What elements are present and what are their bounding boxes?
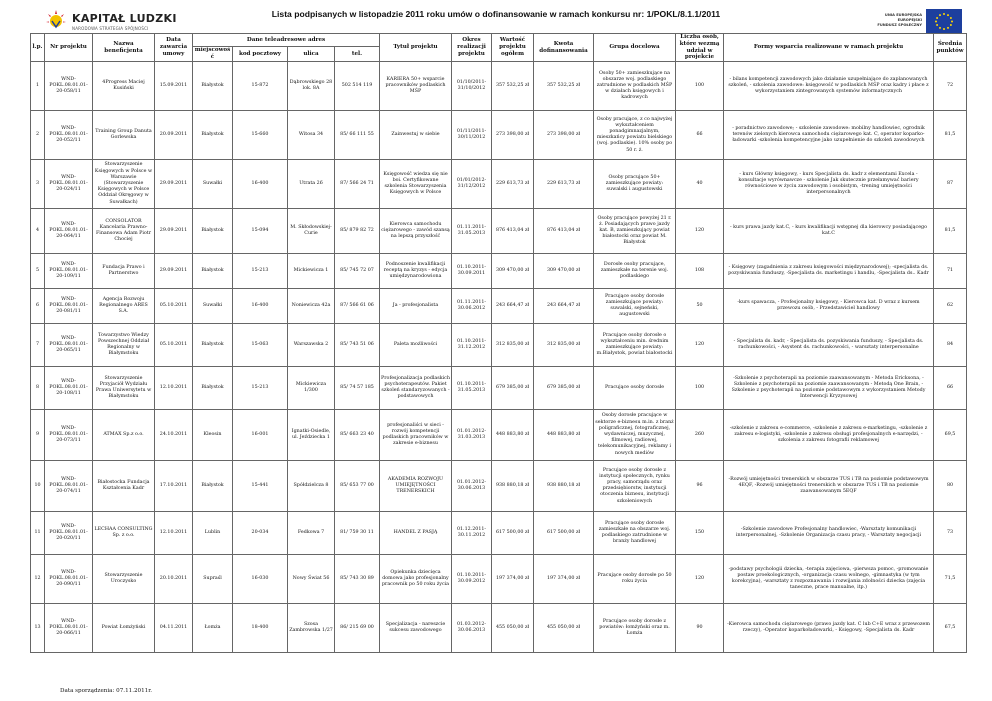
participant-count: 50 <box>676 289 724 324</box>
beneficiary-name: 4Progress Maciej Kusiński <box>93 62 155 111</box>
page-title: Lista podpisanych w listopadzie 2011 roku umów o dofinansowanie w ramach konkursu nr: 1/POKL/8.1.1/2011 <box>271 9 721 19</box>
project-value: 273 398,00 zł <box>492 111 534 160</box>
postcode: 16-400 <box>233 289 288 324</box>
col-header-postcode: kod pocztowy <box>233 47 288 62</box>
project-period: 01.01.2012-31.03.2013 <box>452 410 492 461</box>
participant-count: 108 <box>676 254 724 289</box>
street: Spółdzielcza 8 <box>288 461 335 512</box>
postcode: 18-400 <box>233 604 288 653</box>
col-header-beneficiary: Nazwa beneficjenta <box>93 34 155 62</box>
project-title: Profesjonalizacja podlaskich psychoterapeutów. Pakiet szkoleń standaryzowanych - podstawowych <box>380 367 452 410</box>
funding-amount: 309 470,00 zł <box>534 254 594 289</box>
beneficiary-name: Powiat Łomżyński <box>93 604 155 653</box>
city: Białystok <box>193 367 233 410</box>
project-number: WND-POKL.08.01.01-20-090/11 <box>45 555 93 604</box>
participant-count: 120 <box>676 209 724 254</box>
street: Noniewicza 42a <box>288 289 335 324</box>
project-number: WND-POKL.08.01.01-20-081/11 <box>45 289 93 324</box>
contract-date: 29.09.2011 <box>155 160 193 209</box>
row-number: 3 <box>31 160 45 209</box>
project-value: 312 835,00 zł <box>492 324 534 367</box>
beneficiary-name: LECHAA CONSULTING Sp. z o.o. <box>93 512 155 555</box>
project-number: WND-POKL.08.01.01-20-074/11 <box>45 461 93 512</box>
phone: 85/ 74 57 185 <box>335 367 380 410</box>
target-group: Osoby pracujące powyżej 21 r. ż. Posiadających prawo jazdy kat. B, zamieszkujący powiat białostocki oraz powiat M. Białystok <box>594 209 676 254</box>
project-title: Specjalizacja - nareszcie sukcesu zawodowego <box>380 604 452 653</box>
col-header-nr: Nr projektu <box>45 34 93 62</box>
average-points: 84 <box>934 324 967 367</box>
phone: 85/ 663 23 40 <box>335 410 380 461</box>
support-forms: -Kierowca samochodu ciężarowego (prawo jazdy kat. C lub C+E wraz z przewozem rzeczy), -Operator koparkoładowarki, - Księgowy, -Specjalista ds. Kadr <box>724 604 934 653</box>
col-header-funding: Kwota dofinansowania <box>534 34 594 62</box>
funding-amount: 876 413,04 zł <box>534 209 594 254</box>
row-number: 7 <box>31 324 45 367</box>
target-group: Osoby dorosłe pracujące w sektorze e-biznesu m.in. z branż poligraficznej, fotograficznej, wydawniczej, muzycznej, filmowej, radiowej, telekomunikacyjnej, reklamy i nowych mediów <box>594 410 676 461</box>
row-number: 13 <box>31 604 45 653</box>
target-group: Pracujące osoby dorosłe zamieszkałe na obszarze woj. podlaskiego zatrudnione w branży handlowej <box>594 512 676 555</box>
row-number: 11 <box>31 512 45 555</box>
beneficiary-name: Towarzystwo Wiedzy Powszechnej Oddział Regionalny w Białymstoku <box>93 324 155 367</box>
table-row <box>31 62 967 111</box>
project-number: WND-POKL.08.01.01-20-073/11 <box>45 410 93 461</box>
project-number: WND-POKL.08.01.01-20-109/11 <box>45 254 93 289</box>
participant-count: 150 <box>676 512 724 555</box>
support-forms: -kurs spawacza, - Profesjonalny księgowy, - Kierowca kat. D wraz z kursem przewozu osób, - Przedstawiciel handlowy <box>724 289 934 324</box>
project-value: 357 532,25 zł <box>492 62 534 111</box>
phone: 87/ 566 24 71 <box>335 160 380 209</box>
target-group: Dorosłe osoby pracujące, zamieszkałe na terenie woj. podlaskiego <box>594 254 676 289</box>
col-header-date: Data zawarcia umowy <box>155 34 193 62</box>
average-points: 81,5 <box>934 209 967 254</box>
beneficiary-name: Fundacja Prawo i Partnerstwo <box>93 254 155 289</box>
eu-logo-text: UNIA EUROPEJSKA EUROPEJSKI FUNDUSZ SPOŁECZNY <box>877 13 922 27</box>
project-title: Paleta możliwości <box>380 324 452 367</box>
support-forms: - Księgowy (zagadnienia z zakresu księgowości międzynarodowej); -specjalista ds. pozyskiwania funduszy, -Specjalista ds. marketingu i handlu, -Specjalista ds.. Kadr <box>724 254 934 289</box>
project-title: profesjonaliści w sieci - rozwój kompetencji podlaskich pracowników w zakresie e-biznesu <box>380 410 452 461</box>
col-header-street: ulica <box>288 47 335 62</box>
street: Utrata 26 <box>288 160 335 209</box>
contract-date: 20.10.2011 <box>155 555 193 604</box>
project-value: 243 664,47 zł <box>492 289 534 324</box>
contracts-table <box>30 33 967 653</box>
phone: 87/ 566 61 06 <box>335 289 380 324</box>
col-header-lp: l.p. <box>31 34 45 62</box>
participant-count: 40 <box>676 160 724 209</box>
average-points: 69,5 <box>934 410 967 461</box>
funding-amount: 448 883,80 zł <box>534 410 594 461</box>
street: Mickiewicza 1/300 <box>288 367 335 410</box>
beneficiary-name: Stowarzyszenie Przyjaciół Wydziału Prawa Uniwersytetu w Białymstoku <box>93 367 155 410</box>
street: Warszawska 2 <box>288 324 335 367</box>
project-title: Księgowość wiedza się nie boi. Certyfikowane szkolenia Stowarzyszenia Księgowych w Polsce <box>380 160 452 209</box>
target-group: Osoby pracujące 50+ zamieszkujące powiaty: suwalski i augustowski <box>594 160 676 209</box>
street: Ignatki-Osiedle, ul. Jeździecka 1 <box>288 410 335 461</box>
city: Suwałki <box>193 289 233 324</box>
project-period: 01/01/2012-31/12/2012 <box>452 160 492 209</box>
project-period: 01.12.2011-30.11.2012 <box>452 512 492 555</box>
contract-date: 20.09.2011 <box>155 111 193 160</box>
city: Białystok <box>193 111 233 160</box>
average-points: 62 <box>934 289 967 324</box>
postcode: 16-030 <box>233 555 288 604</box>
average-points: 81,5 <box>934 111 967 160</box>
project-number: WND-POKL.08.01.01-20-065/11 <box>45 324 93 367</box>
participant-count: 260 <box>676 410 724 461</box>
average-points: 67,5 <box>934 604 967 653</box>
support-forms: - kurs Główny księgowy, - kurs Specjalista ds. kadr z elementami Excela - konsultacje wyrównawcze - szkolenie Jak skutecznie przełamywać bariery równościowe w życiu zawodowym i osobistym, -trening umiejętności interpersonalnych <box>724 160 934 209</box>
beneficiary-name: CONSOLATOR Kancelaria Prawno-Finansowa Adam Piotr Chociej <box>93 209 155 254</box>
funding-amount: 229 613,73 zł <box>534 160 594 209</box>
beneficiary-name: Stowarzyszenie Uroczysko <box>93 555 155 604</box>
target-group: Osoby pracujące, z co najwyżej wykształceniem ponadgimnazjalnym, mieszkańcy powiatu bielskiego (woj. podlaskie). 10% osoby po 50 r. ż. <box>594 111 676 160</box>
funding-amount: 455 050,00 zł <box>534 604 594 653</box>
support-forms: -Szkolenie zawodowe Profesjonalny handlowiec, -Warsztaty komunikacji interpersonalnej, -Szkolenie Organizacja czasu pracy, - Warsztaty negocjacji <box>724 512 934 555</box>
table-row <box>31 254 967 289</box>
row-number: 2 <box>31 111 45 160</box>
table-row <box>31 461 967 512</box>
postcode: 16-001 <box>233 410 288 461</box>
col-header-title: Tytuł projektu <box>380 34 452 62</box>
average-points: 87 <box>934 160 967 209</box>
city: Białystok <box>193 62 233 111</box>
funding-amount: 197 374,00 zł <box>534 555 594 604</box>
project-title: Podnoszenie kwalifikacji receptą na kryzys - edycja umiędzynarodowiona <box>380 254 452 289</box>
average-points: 66 <box>934 367 967 410</box>
contract-date: 12.10.2011 <box>155 512 193 555</box>
beneficiary-name: Białostocka Fundacja Kształcenia Kadr <box>93 461 155 512</box>
postcode: 15-441 <box>233 461 288 512</box>
postcode: 15-872 <box>233 62 288 111</box>
project-period: 01.10.2011-31.12.2012 <box>452 324 492 367</box>
table-row <box>31 209 967 254</box>
project-period: 01.11.2011-30.06.2012 <box>452 289 492 324</box>
project-number: WND-POKL.08.01.01-20-020/11 <box>45 512 93 555</box>
phone: 85/ 745 72 07 <box>335 254 380 289</box>
postcode: 16-400 <box>233 160 288 209</box>
funding-amount: 312 835,00 zł <box>534 324 594 367</box>
participant-count: 66 <box>676 111 724 160</box>
contract-date: 05.10.2011 <box>155 289 193 324</box>
target-group: Pracujące osoby dorosłe o wykształceniu min. średnim zamieszkujące powiaty: m.Białystok, powiat białostocki <box>594 324 676 367</box>
postcode: 20-034 <box>233 512 288 555</box>
target-group: Pracujące osoby dorosłe <box>594 367 676 410</box>
table-row <box>31 111 967 160</box>
street: Szosa Zambrowska 1/27 <box>288 604 335 653</box>
project-period: 01.01.2012-30.06.2013 <box>452 461 492 512</box>
project-value: 876 413,04 zł <box>492 209 534 254</box>
street: Nowy Świat 56 <box>288 555 335 604</box>
funding-amount: 617 500,00 zł <box>534 512 594 555</box>
postcode: 15-213 <box>233 254 288 289</box>
table-header-row <box>31 34 967 47</box>
row-number: 5 <box>31 254 45 289</box>
row-number: 4 <box>31 209 45 254</box>
contract-date: 29.09.2011 <box>155 209 193 254</box>
project-number: WND-POKL.08.01.01-20-052/11 <box>45 111 93 160</box>
contract-date: 29.09.2011 <box>155 254 193 289</box>
postcode: 15-213 <box>233 367 288 410</box>
city: Białystok <box>193 461 233 512</box>
project-value: 455 050,00 zł <box>492 604 534 653</box>
project-period: 01.10.2011-31.05.2013 <box>452 367 492 410</box>
project-period: 01/11/2011-30/11/2012 <box>452 111 492 160</box>
col-header-period: Okres realizacji projektu <box>452 34 492 62</box>
table-row <box>31 604 967 653</box>
city: Łomża <box>193 604 233 653</box>
participant-count: 100 <box>676 367 724 410</box>
phone: 81/ 759 30 11 <box>335 512 380 555</box>
support-forms: - Specjalista ds. kadr, - Specjalista ds. pozyskiwania funduszy, - Specjalista ds. rachunkowości, - Asystent ds. rachunkowości, - warsztaty interpersonalne <box>724 324 934 367</box>
street: Mickiewicza 1 <box>288 254 335 289</box>
row-number: 8 <box>31 367 45 410</box>
logo-title: KAPITAŁ LUDZKI <box>72 12 177 25</box>
project-period: 01.11.2011-31.05.2013 <box>452 209 492 254</box>
row-number: 1 <box>31 62 45 111</box>
phone: 85/ 653 77 00 <box>335 461 380 512</box>
contract-date: 24.10.2011 <box>155 410 193 461</box>
beneficiary-name: ATMAX Sp.z o.o. <box>93 410 155 461</box>
beneficiary-name: Stowarzyszenie Księgowych w Polsce w Warszawie (Stowarzyszenie Księgowych w Polsce Oddział Okręgowy w Suwałkach) <box>93 160 155 209</box>
street: Fedkowa 7 <box>288 512 335 555</box>
participant-count: 90 <box>676 604 724 653</box>
footer-date: Data sporządzenia: 07.11.2011r. <box>60 688 153 694</box>
project-number: WND-POKL.08.01.01-20-108/11 <box>45 367 93 410</box>
participant-count: 120 <box>676 324 724 367</box>
support-forms: - bilans kompetencji zawodowych jako działanie uzupełniające do zaplanowanych szkoleń, - szkolenia zawodowe: księgowość w podlaskich MŚP oraz kadry i płace z wykorzystaniem zintegrowanych systemów informatycznych <box>724 62 934 111</box>
col-header-target: Grupa docelowa <box>594 34 676 62</box>
project-value: 197 374,00 zł <box>492 555 534 604</box>
street: Witosa 34 <box>288 111 335 160</box>
project-period: 01.10.2011-30.09.2011 <box>452 254 492 289</box>
funding-amount: 679 385,00 zł <box>534 367 594 410</box>
contract-date: 05.10.2011 <box>155 324 193 367</box>
postcode: 15-094 <box>233 209 288 254</box>
row-number: 9 <box>31 410 45 461</box>
col-header-value: Wartość projektu ogółem <box>492 34 534 62</box>
city: Supraśl <box>193 555 233 604</box>
project-number: WND-POKL.08.01.01-20-058/11 <box>45 62 93 111</box>
support-forms: -Szkolenie z psychoterapii na poziomie zaawansowanym - Metoda Ericksona, -Szkolenie z psychoterapii na poziomie zaawansowanym - Metodą One Brain, -Szkolenie z psychoterapii na poziomie podstawowym z wykorzystaniem Metody Interwencji Kryzysowej <box>724 367 934 410</box>
project-title: AKADEMIA ROZWOJU UMIEJĘTNOŚCI TRENERSKICH <box>380 461 452 512</box>
project-value: 309 470,00 zł <box>492 254 534 289</box>
contract-date: 17.10.2011 <box>155 461 193 512</box>
logo-subtitle: NARODOWA STRATEGIA SPÓJNOŚCI <box>72 26 149 31</box>
col-header-participants: Liczba osób, które wezmą udział w projekcie <box>676 34 724 62</box>
contract-date: 15.09.2011 <box>155 62 193 111</box>
project-value: 617 500,00 zł <box>492 512 534 555</box>
contract-date: 12.10.2011 <box>155 367 193 410</box>
target-group: Pracujące osoby dorosłe zamieszkujące powiaty: suwalski, sejneński, augustowski <box>594 289 676 324</box>
support-forms: - kurs prawa jazdy kat.C, - kurs kwalifikacji wstępnej dla kierowcy posiadającego kat.C <box>724 209 934 254</box>
col-header-address: Dane teleadresowe adres <box>193 34 380 47</box>
col-header-points: Średnia punktów <box>934 34 967 62</box>
support-forms: -szkolenie z zakresu e-commerce, -szkolenie z zakresu e-marketingu, -szkolenie z zakresu e-logistyki, -szkolenie z zakresu obsługi profesjonalnych e-narzędzi, - szkolenia z zakresu fotografii reklamowej <box>724 410 934 461</box>
average-points: 73 <box>934 512 967 555</box>
row-number: 6 <box>31 289 45 324</box>
project-number: WND-POKL.08.01.01-20-066/11 <box>45 604 93 653</box>
project-value: 448 883,80 zł <box>492 410 534 461</box>
postcode: 15-063 <box>233 324 288 367</box>
row-number: 12 <box>31 555 45 604</box>
average-points: 71,5 <box>934 555 967 604</box>
funding-amount: 273 398,00 zł <box>534 111 594 160</box>
city: Białystok <box>193 209 233 254</box>
project-period: 01/10/2011-31/10/2012 <box>452 62 492 111</box>
col-header-tel: tel. <box>335 47 380 62</box>
project-number: WND-POKL.08.01.01-20-064/11 <box>45 209 93 254</box>
col-header-support: Formy wsparcia realizowane w ramach projektu <box>724 34 934 62</box>
phone: 85/ 66 111 55 <box>335 111 380 160</box>
average-points: 72 <box>934 62 967 111</box>
target-group: Pracujące osoby dorosłe po 50 roku życia <box>594 555 676 604</box>
project-title: KARIERA 50+ wsparcie pracowników podlaskich MŚP <box>380 62 452 111</box>
project-period: 01.03.2012-30.06.2013 <box>452 604 492 653</box>
average-points: 80 <box>934 461 967 512</box>
phone: 502 514 119 <box>335 62 380 111</box>
table-row <box>31 367 967 410</box>
target-group: Osoby 50+ zamieszkujące na obszarze woj. podlaskiego zatrudnione w podlaskich MŚP w działach księgowych i kadrowych <box>594 62 676 111</box>
target-group: Pracujące osoby dorosłe z instytucji społecznych, rynku pracy, samorządu oraz przedsiębiorstw, instytucji otoczenia biznesu, instytucji szkoleniowych <box>594 461 676 512</box>
support-forms: -podstawy psychologii dziecka, -terapia zajęciowa, -pierwsza pomoc, -promowanie postaw proekologicznych, -organizacja czasu wolnego, -gimnastyka (w tym korekcyjna), -warsztaty z rozpoznawania i rozwijania zdolności dziecka (zajęcia taneczne, prace manualne, itp.) <box>724 555 934 604</box>
table-row <box>31 324 967 367</box>
col-header-city: miejscowość <box>193 47 233 62</box>
funding-amount: 243 664,47 zł <box>534 289 594 324</box>
table-row <box>31 410 967 461</box>
phone: 85/ 879 82 72 <box>335 209 380 254</box>
postcode: 15-660 <box>233 111 288 160</box>
average-points: 71 <box>934 254 967 289</box>
funding-amount: 938 880,18 zł <box>534 461 594 512</box>
phone: 86/ 215 69 00 <box>335 604 380 653</box>
row-number: 10 <box>31 461 45 512</box>
phone: 85/ 743 51 06 <box>335 324 380 367</box>
target-group: Pracujące osoby dorosłe z powiatów: łomżyński oraz m. Łomża <box>594 604 676 653</box>
project-value: 229 613,73 zł <box>492 160 534 209</box>
table-row <box>31 160 967 209</box>
table-row <box>31 289 967 324</box>
participant-count: 100 <box>676 62 724 111</box>
project-period: 01.10.2011-30.09.2012 <box>452 555 492 604</box>
table-row <box>31 555 967 604</box>
project-title: HANDEL Z PASJĄ <box>380 512 452 555</box>
beneficiary-name: Training Group Danuta Gorlewska <box>93 111 155 160</box>
project-title: Ja - profesjonalista <box>380 289 452 324</box>
project-number: WND-POKL.08.01.01-20-024/11 <box>45 160 93 209</box>
city: Suwałki <box>193 160 233 209</box>
project-title: Zainwestuj w siebie <box>380 111 452 160</box>
project-title: Opiekunka dziecięca domowa jako profesjonalny pracownik po 50 roku życia <box>380 555 452 604</box>
city: Kleosin <box>193 410 233 461</box>
city: Białystok <box>193 324 233 367</box>
project-value: 938 880,18 zł <box>492 461 534 512</box>
phone: 85/ 743 30 89 <box>335 555 380 604</box>
support-forms: -Rozwój umiejętności trenerskich w obszarze TUS i TB na poziomie podstawowym 4EQF, -Rozwój umiejętności trenerskich w obszarze TUS i TB na poziomie zaawansowanym 5EQF <box>724 461 934 512</box>
city: Białystok <box>193 254 233 289</box>
participant-count: 120 <box>676 555 724 604</box>
city: Lublin <box>193 512 233 555</box>
project-title: Kierowca samochodu ciężarowego - zawód szansą na lepszą przyszłość <box>380 209 452 254</box>
funding-amount: 357 532,25 zł <box>534 62 594 111</box>
beneficiary-name: Agencja Rozwoju Regionalnego ARES S.A. <box>93 289 155 324</box>
street: M. Skłodowskiej-Curie <box>288 209 335 254</box>
street: Dąbrowskiego 28 lok. 8A <box>288 62 335 111</box>
support-forms: - poradnictwo zawodowe; - szkolenie zawodowe: mobilny handlowiec, ogrodnik terenów zielonych kierowca samochodu ciężarowego kat. C, operator koparko-ładowarki -szkolenia kompetencyjne jako uzupełnienie do szkoleń zawodowych <box>724 111 934 160</box>
eu-flag-icon <box>926 9 962 34</box>
table-row <box>31 512 967 555</box>
participant-count: 96 <box>676 461 724 512</box>
contract-date: 04.11.2011 <box>155 604 193 653</box>
project-value: 679 385,00 zł <box>492 367 534 410</box>
